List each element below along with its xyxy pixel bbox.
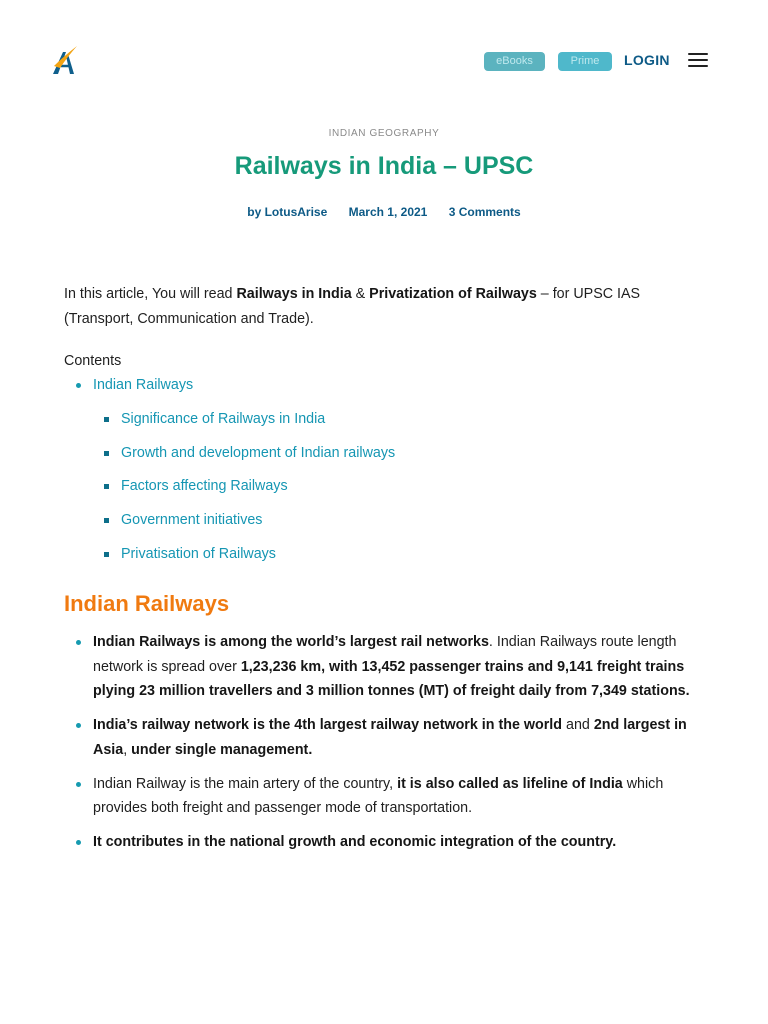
bullet-bold: India’s railway network is the 4th largest railway network in the world [93,717,563,734]
date-link[interactable]: March 1, 2021 [348,205,428,219]
intro-text: – for UPSC IAS (Transport, Communication and Trade). [64,286,641,327]
section-heading: Indian Railways [64,590,230,616]
bullet-text: which provides both freight and passenger mode of transportation. [93,775,664,817]
bullet-bold: 2nd largest in Asia [93,717,687,758]
toc-label: Contents [64,353,122,369]
toc-subitem [104,407,704,431]
toc-subitem [104,542,704,566]
toc-subitem [104,508,704,532]
login-link[interactable]: LOGIN [624,52,670,68]
intro-text: & [351,286,370,302]
list-item [76,630,704,704]
table-of-contents [76,373,704,566]
bullet-bold: under single management. [131,741,313,758]
lotusarise-logo-icon[interactable] [50,44,80,76]
article-title: Railways in India – UPSC [234,152,534,180]
intro-bold: Privatization of Railways [369,286,537,302]
toc-subitem [104,474,704,498]
list-item [76,830,704,855]
toc-link-privatisation[interactable]: Privatisation of Railways [121,545,276,562]
bullet-bold: 1,23,236 km, with 13,452 passenger trains and 9,141 freight trains plying 23 million travellers and 3 million tonnes (MT) of freight daily from 7,349 stations. [93,658,690,700]
bullet-bold: it is also called as lifeline of India [397,775,623,792]
bullet-bold: Indian Railways is among the world’s largest rail networks [93,634,489,651]
bullet-text: Indian Railway is the main artery of the country, [93,775,398,792]
site-header [0,0,768,120]
article-category[interactable]: INDIAN GEOGRAPHY [328,128,440,139]
menu-bar [688,53,708,55]
author-link[interactable]: by LotusArise [247,205,328,219]
list-item [76,713,704,762]
toc-link-factors[interactable]: Factors affecting Railways [121,478,288,495]
intro-paragraph [64,282,704,331]
toc-link-indian-railways[interactable]: Indian Railways [93,377,194,393]
hamburger-menu-icon[interactable] [688,53,708,69]
section-bullets [76,630,704,855]
toc-link-growth[interactable]: Growth and development of Indian railways [121,444,396,461]
bullet-bold: It contributes in the national growth and economic integration of the country. [93,834,617,851]
list-item [76,772,704,821]
toc-item [76,373,704,566]
intro-bold: Railways in India [236,286,352,302]
intro-text: In this article, You will read [64,286,237,302]
bullet-text: , [123,741,132,758]
bullet-text: . Indian Railways route length network is spread over [93,634,677,675]
toc-link-government[interactable]: Government initiatives [121,512,263,529]
comments-link[interactable]: 3 Comments [448,205,521,219]
article-body [64,282,704,864]
toc-subitem [104,441,704,465]
bullet-text: and [562,717,594,734]
prime-button[interactable]: Prime [558,52,612,71]
toc-link-significance[interactable]: Significance of Railways in India [121,411,326,427]
ebooks-button[interactable]: eBooks [484,52,545,71]
menu-bar [688,65,708,67]
menu-bar [688,59,708,61]
toc-sublist [104,407,704,566]
article-meta [0,205,768,219]
